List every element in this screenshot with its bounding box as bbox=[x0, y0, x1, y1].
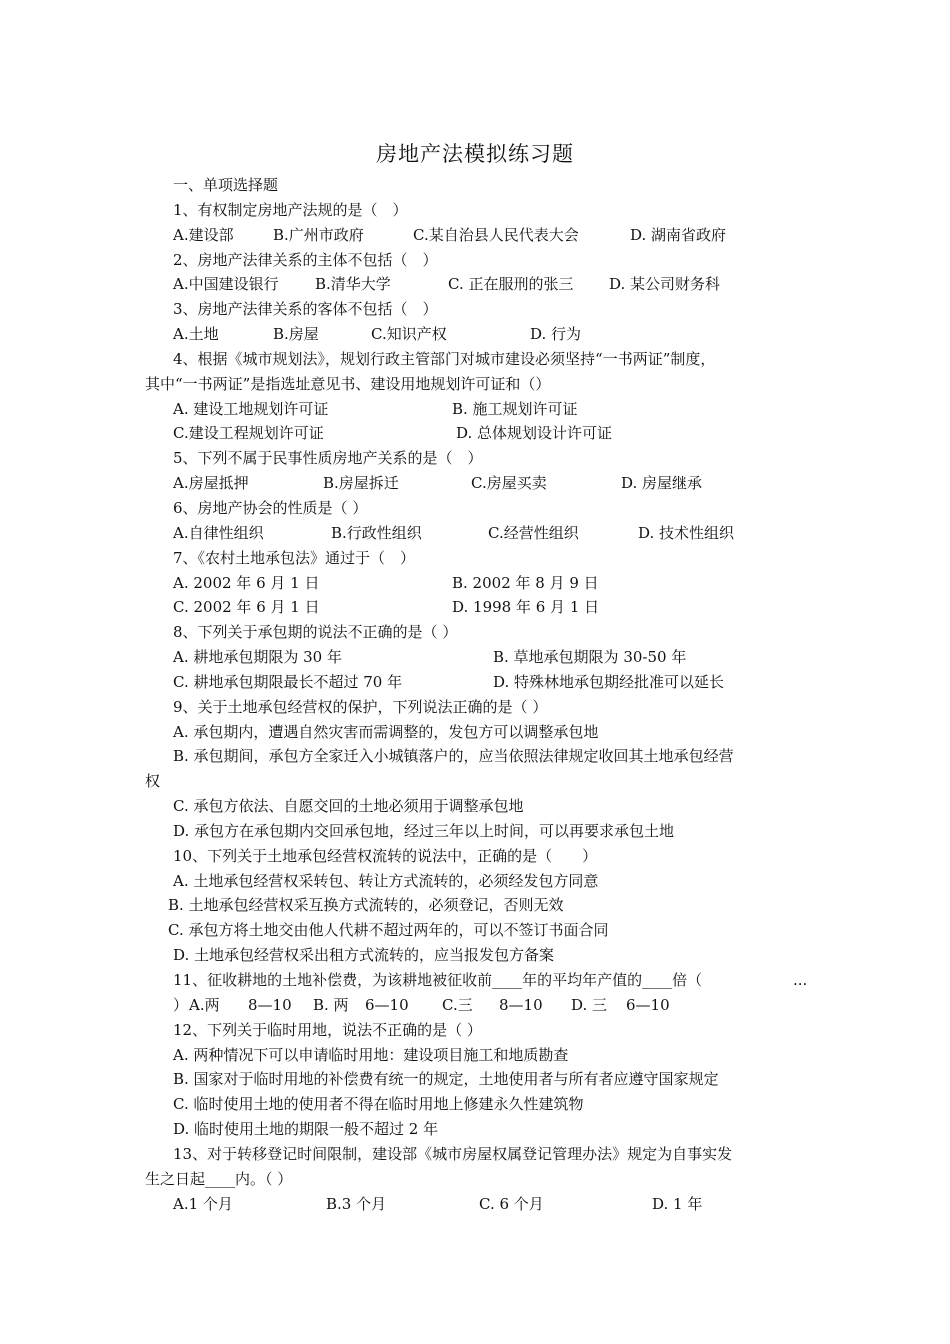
option-d: D. 三 bbox=[571, 995, 608, 1014]
option-d: D. 湖南省政府 bbox=[630, 225, 727, 244]
question-10-option-b: B. 土地承包经营权采互换方式流转的，必须登记，否则无效 bbox=[168, 896, 564, 915]
ellipsis: ... bbox=[793, 971, 808, 989]
question-9-option-a: A. 承包期内，遭遇自然灾害而需调整的，发包方可以调整承包地 bbox=[173, 722, 599, 741]
question-list bbox=[145, 173, 813, 1216]
option-b: B.房屋 bbox=[273, 325, 319, 344]
option-a: A. 耕地承包期限为 30 年 bbox=[173, 648, 342, 667]
question-2-options bbox=[145, 272, 813, 297]
option-b-range: 6—10 bbox=[365, 995, 409, 1014]
question-9-stem: 9、关于土地承包经营权的保护，下列说法正确的是（ ） bbox=[173, 697, 548, 716]
option-b: B.广州市政府 bbox=[273, 225, 364, 244]
option-c: C.三 bbox=[442, 995, 473, 1014]
option-a-range: 8—10 bbox=[248, 995, 292, 1014]
section-heading: 一、单项选择题 bbox=[173, 176, 279, 194]
option-a: A.1 个月 bbox=[173, 1194, 233, 1213]
option-a: A. 建设工地规划许可证 bbox=[173, 399, 329, 418]
option-c-range: 8—10 bbox=[499, 995, 543, 1014]
question-9-option-b-line-2: 权 bbox=[145, 772, 161, 791]
option-d: D. 1 年 bbox=[652, 1194, 703, 1213]
option-b: B.3 个月 bbox=[326, 1194, 387, 1213]
option-c: C. 6 个月 bbox=[479, 1194, 544, 1213]
question-13-options bbox=[145, 1192, 813, 1217]
option-a: A. 2002 年 6 月 1 日 bbox=[173, 573, 320, 592]
option-a: A.自律性组织 bbox=[173, 523, 264, 542]
question-10-stem: 10、下列关于土地承包经营权流转的说法中，正确的是（ ） bbox=[173, 846, 598, 865]
question-1-stem: 1、有权制定房地产法规的是（ ） bbox=[173, 200, 408, 219]
question-8-stem: 8、下列关于承包期的说法不正确的是（ ） bbox=[173, 623, 458, 642]
option-b: B. 施工规划许可证 bbox=[452, 399, 578, 418]
option-b: B.房屋拆迁 bbox=[323, 474, 399, 493]
question-7-options-row-1 bbox=[145, 571, 813, 596]
question-4-stem-line-2: 其中“一书两证”是指选址意见书、建设用地规划许可证和（） bbox=[145, 374, 551, 393]
question-12-option-d: D. 临时使用土地的期限一般不超过 2 年 bbox=[173, 1120, 439, 1139]
question-2-stem: 2、房地产法律关系的主体不包括（ ） bbox=[173, 250, 438, 269]
question-10-option-c: C. 承包方将土地交由他人代耕不超过两年的，可以不签订书面合同 bbox=[168, 921, 609, 940]
option-c: C.建设工程规划许可证 bbox=[173, 424, 324, 443]
question-3-stem: 3、房地产法律关系的客体不包括（ ） bbox=[173, 300, 438, 319]
question-10-option-d: D. 土地承包经营权采出租方式流转的，应当报发包方备案 bbox=[173, 946, 555, 965]
question-1-options bbox=[145, 223, 813, 248]
option-b: B. 2002 年 8 月 9 日 bbox=[452, 573, 599, 592]
question-12-option-c: C. 临时使用土地的使用者不得在临时用地上修建永久性建筑物 bbox=[173, 1095, 584, 1114]
question-9-option-b-line-1: B. 承包期间，承包方全家迁入小城镇落户的，应当依照法律规定收回其土地承包经营 bbox=[173, 747, 734, 766]
option-d: D. 1998 年 6 月 1 日 bbox=[452, 598, 600, 617]
option-d: D. 总体规划设计许可证 bbox=[456, 424, 613, 443]
option-d: D. 特殊林地承包期经批准可以延长 bbox=[493, 672, 725, 691]
option-c: C. 2002 年 6 月 1 日 bbox=[173, 598, 320, 617]
question-12-stem: 12、下列关于临时用地，说法不正确的是（ ） bbox=[173, 1020, 482, 1039]
option-b: B.清华大学 bbox=[315, 275, 391, 294]
question-7-options-row-2 bbox=[145, 595, 813, 620]
question-12-option-a: A. 两种情况下可以申请临时用地：建设项目施工和地质勘查 bbox=[173, 1045, 569, 1064]
option-d: D. 房屋继承 bbox=[621, 474, 703, 493]
question-5-options bbox=[145, 471, 813, 496]
question-6-stem: 6、房地产协会的性质是（ ） bbox=[173, 498, 368, 517]
question-4-options-row-2 bbox=[145, 421, 813, 446]
question-8-options-row-1 bbox=[145, 645, 813, 670]
option-c: C.知识产权 bbox=[371, 325, 447, 344]
option-a: A.房屋抵押 bbox=[173, 474, 249, 493]
option-b: B.行政性组织 bbox=[331, 523, 422, 542]
stem-text: 11、征收耕地的土地补偿费，为该耕地被征收前____年的平均年产值的____倍（ bbox=[173, 971, 703, 989]
question-9-option-d: D. 承包方在承包期内交回承包地，经过三年以上时间，可以再要求承包土地 bbox=[173, 821, 675, 840]
option-c: C. 耕地承包期限最长不超过 70 年 bbox=[173, 672, 403, 691]
question-6-options bbox=[145, 521, 813, 546]
question-13-stem-line-1: 13、对于转移登记时间限制，建设部《城市房屋权属登记管理办法》规定为自事实发 bbox=[173, 1144, 733, 1163]
question-8-options-row-2 bbox=[145, 670, 813, 695]
question-4-stem-line-1: 4、根据《城市规划法》，规划行政主管部门对城市建设必须坚持“一书两证”制度， bbox=[173, 349, 716, 368]
option-c: C.某自治县人民代表大会 bbox=[413, 225, 579, 244]
close-paren: ） bbox=[173, 995, 189, 1014]
question-9-option-c: C. 承包方依法、自愿交回的土地必须用于调整承包地 bbox=[173, 797, 524, 816]
question-11-stem bbox=[145, 968, 813, 993]
page-title: 房地产法模拟练习题 bbox=[376, 142, 574, 166]
option-b: B. 两 bbox=[313, 995, 349, 1014]
option-c: C.房屋买卖 bbox=[471, 474, 547, 493]
question-4-options-row-1 bbox=[145, 397, 813, 422]
question-11-options bbox=[145, 993, 813, 1018]
question-3-options bbox=[145, 322, 813, 347]
option-b: B. 草地承包期限为 30-50 年 bbox=[493, 648, 687, 667]
option-d: D. 技术性组织 bbox=[638, 523, 735, 542]
option-d: D. 某公司财务科 bbox=[609, 275, 721, 294]
question-13-stem-line-2: 生之日起____内。（ ） bbox=[145, 1169, 293, 1188]
option-a: A.土地 bbox=[173, 325, 219, 344]
question-7-stem: 7、《农村土地承包法》通过于（ ） bbox=[173, 548, 416, 567]
option-d-range: 6—10 bbox=[626, 995, 670, 1014]
question-5-stem: 5、下列不属于民事性质房地产关系的是（ ） bbox=[173, 449, 483, 468]
question-10-option-a: A. 土地承包经营权采转包、转让方式流转的，必须经发包方同意 bbox=[173, 871, 599, 890]
option-a: A.两 bbox=[189, 995, 220, 1014]
option-a: A.建设部 bbox=[173, 225, 234, 244]
option-c: C. 正在服刑的张三 bbox=[448, 275, 574, 294]
option-a: A.中国建设银行 bbox=[173, 275, 279, 294]
option-d: D. 行为 bbox=[530, 325, 582, 344]
question-12-option-b: B. 国家对于临时用地的补偿费有统一的规定，土地使用者与所有者应遵守国家规定 bbox=[173, 1070, 719, 1089]
option-c: C.经营性组织 bbox=[488, 523, 579, 542]
